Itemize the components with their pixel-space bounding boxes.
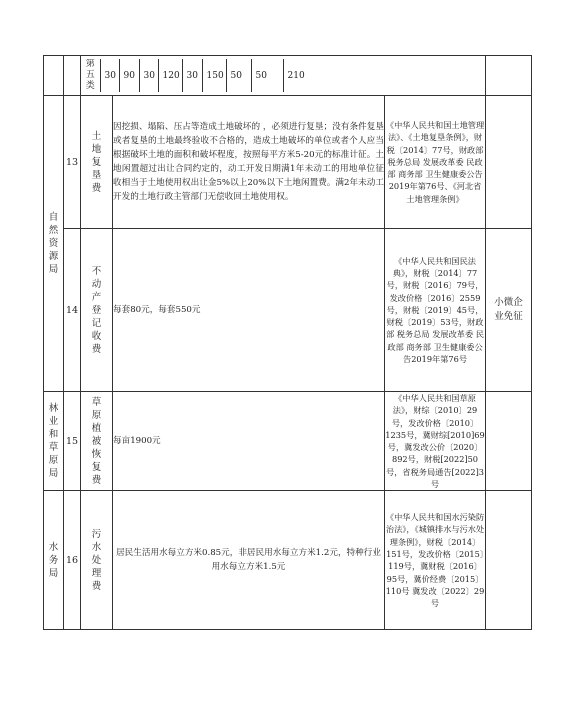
table-row-category-five	[44, 56, 532, 96]
fee-standard: 每套80元，每套550元	[113, 229, 385, 392]
fee-standard: 居民生活用水每立方米0.85元，非居民用水每立方米1.2元，特种行业用水每立方米1.5元	[113, 491, 385, 630]
dept-forestry-grassland: 林 业 和 草 原 局	[44, 392, 64, 491]
fee-name: 土 地 复 垦 费	[81, 96, 113, 229]
dept-water-affairs: 水 务 局	[44, 491, 64, 630]
table-row-16	[44, 491, 532, 630]
row-number: 14	[64, 229, 81, 392]
fee-name: 污 水 处 理 费	[81, 491, 113, 630]
legal-basis: 《中华人民共和国草原法》，财综〔2010〕29号，发改价格〔2010〕1235号，冀财综[2010]69号，冀发改公价〔2020〕892号，财税[2022]50号，省税务局通告[2022]3号	[385, 393, 485, 490]
category-value: 30	[100, 59, 119, 92]
note-cell-top	[486, 56, 532, 96]
row-number: 15	[64, 392, 81, 491]
table-row-13	[44, 96, 532, 229]
table-row-15	[44, 392, 532, 491]
category-five-subtable	[81, 59, 486, 92]
legal-basis: 《中华人民共和国水污染防治法》，《城镇排水与污水处理条例》，财税〔2014〕151号，发改价格〔2015〕119号，冀财税〔2016〕95号，冀价经费〔2015〕110号 冀发改〔2022〕29号	[385, 491, 486, 630]
fee-name: 不 动 产 登 记 收 费	[81, 229, 113, 392]
category-value: 210	[283, 59, 486, 92]
category-value: 30	[139, 59, 158, 92]
legal-basis: 《中华人民共和国土地管理法》、《土地复垦条例》，财税〔2014〕77号，财政部 税务总局 发展改革委 民政部 商务部 卫生健康委公告2019年第76号、《河北省土地管理条例》	[385, 96, 486, 229]
category-value: 50	[251, 59, 283, 92]
dept-cell-top	[44, 56, 64, 96]
legal-basis: 《中华人民共和国民法典》，财税〔2014〕77号，财税〔2016〕79号，发改价格〔2016〕2559号，财税〔2019〕45号，财税〔2019〕53号，财政部 税务总局 发展改革委 民政部 商务部 卫生健康委公告2019年第76号	[385, 229, 486, 392]
num-cell-top	[64, 56, 81, 96]
fee-name: 草 原 植 被 恢 复 费	[81, 392, 113, 491]
category-value: 120	[158, 59, 182, 92]
dept-natural-resources: 自 然 资 源 局	[44, 96, 64, 392]
remark	[486, 491, 532, 630]
category-value: 30	[182, 59, 202, 92]
table-row-14	[44, 229, 532, 392]
category-value: 50	[226, 59, 251, 92]
remark: 小微企 业免征	[486, 229, 532, 392]
fee-standard: 每亩1900元	[113, 392, 385, 491]
remark	[486, 392, 532, 491]
row-number: 13	[64, 96, 81, 229]
fee-standard: 因挖损、塌陷、压占等造成土地破坏的 ，必须进行复垦；没有条件复垦或者复垦的土地最终验收不合格的，造成土地破坏的单位或者个人应当根据破坏土地的面积和破坏程度，按照每平方米5-20元的标准计征。土地闲置超过出让合同约定的，动工开发日期满1年未动工的用地单位征收相当于土地使用权出让金5%以上20%以下土地闲置费。满2年未动工开发的土地行政主管部门无偿收回土地使用权。	[113, 96, 385, 229]
fee-table	[43, 55, 532, 630]
category-five-cell	[81, 56, 486, 96]
category-value: 150	[202, 59, 226, 92]
remark	[486, 96, 532, 229]
row-number: 16	[64, 491, 81, 630]
category-value: 90	[119, 59, 139, 92]
category-label: 第 五 类	[85, 59, 95, 91]
